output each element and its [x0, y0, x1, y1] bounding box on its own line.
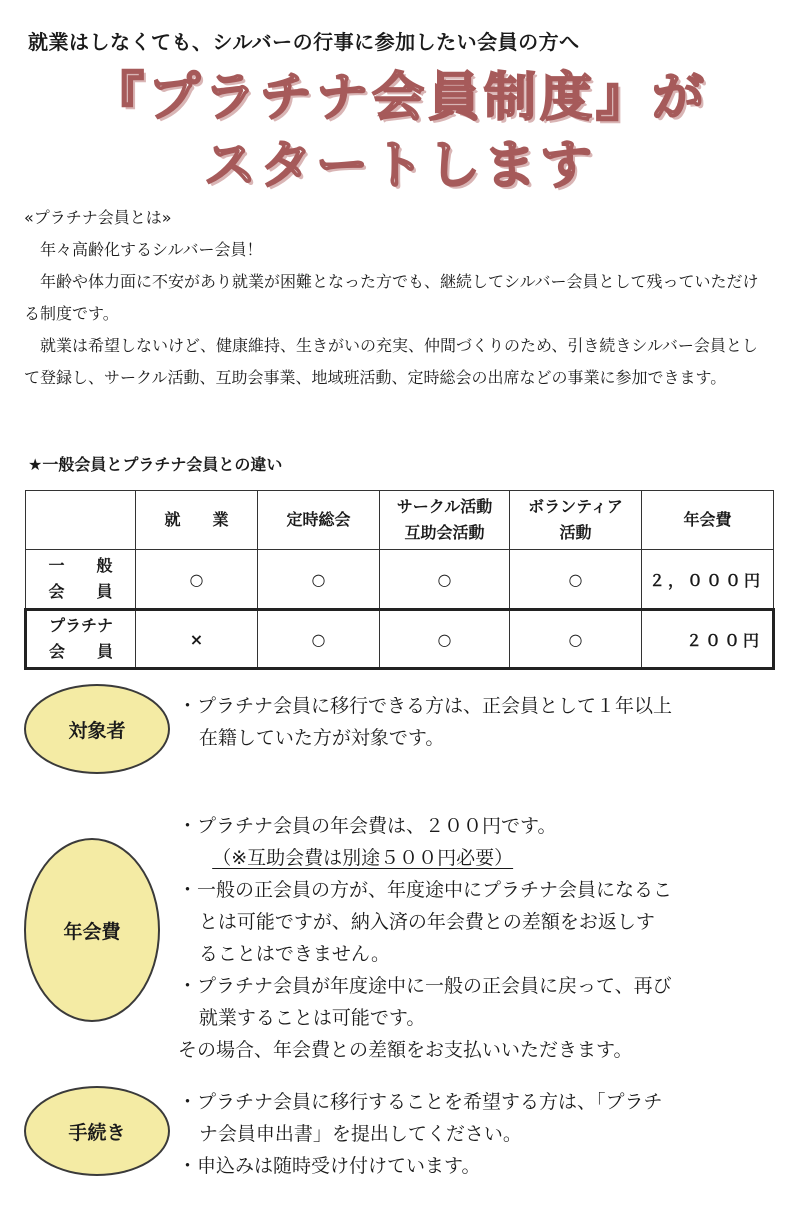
cell-meeting: ○	[258, 550, 380, 610]
header-volunteer: ボランティア 活動	[510, 491, 642, 550]
comparison-title: ★一般会員とプラチナ会員との違い	[28, 455, 283, 474]
cell-fee: ２，０００円	[642, 550, 774, 610]
procedure-line: ナ会員申出書」を提出してください。	[198, 1123, 522, 1145]
fee-line: ることはできません。	[198, 943, 391, 965]
cell-work: ○	[136, 550, 258, 610]
header-work: 就 業	[136, 491, 258, 550]
header-fee: 年会費	[642, 491, 774, 550]
header-circle: サークル活動 互助会活動	[380, 491, 510, 550]
fee-line: ・一般の正会員の方が、年度途中にプラチナ会員になるこ	[178, 879, 673, 901]
cell-volunteer: ○	[510, 610, 642, 669]
procedure-line: ・申込みは随時受け付けています。	[178, 1155, 481, 1177]
fee-line: その場合、年会費との差額をお支払いいただきます。	[178, 1039, 633, 1061]
procedure-section	[178, 1086, 778, 1182]
table-header-row	[26, 491, 774, 550]
fee-note: （※互助会費は別途５００円必要）	[212, 847, 514, 869]
subtitle: 就業はしなくても、シルバーの行事に参加したい会員の方へ	[28, 30, 580, 54]
comparison-table	[24, 490, 775, 670]
target-line: ・プラチナ会員に移行できる方は、正会員として１年以上	[178, 695, 673, 717]
target-line: 在籍していた方が対象です。	[198, 727, 445, 749]
row-label: プラチナ 会 員	[26, 610, 136, 669]
procedure-line: ・プラチナ会員に移行することを希望する方は、「プラチ	[178, 1091, 663, 1113]
intro-paragraph-1: 年々高齢化するシルバー会員！	[40, 240, 263, 259]
intro-section	[24, 202, 764, 394]
intro-heading: «プラチナ会員とは»	[24, 208, 172, 227]
row-label: 一 般 会 員	[26, 550, 136, 610]
fee-line: ・プラチナ会員の年会費は、２００円です。	[178, 815, 557, 837]
cell-circle: ○	[380, 610, 510, 669]
cell-fee: ２００円	[642, 610, 774, 669]
fee-line: 就業することは可能です。	[198, 1007, 426, 1029]
intro-paragraph-3: 就業は希望しないけど、健康維持、生きがいの充実、仲間づくりのため、引き続きシルバー会員として登録し、サークル活動、互助会事業、地域班活動、定時総会の出席などの事業に参加できます。	[24, 336, 758, 387]
cell-work: ×	[136, 610, 258, 669]
fee-oval-label: 年会費	[24, 838, 160, 1022]
header-empty	[26, 491, 136, 550]
header-meeting: 定時総会	[258, 491, 380, 550]
target-oval-label: 対象者	[24, 684, 170, 774]
target-section	[178, 690, 778, 754]
intro-paragraph-2: 年齢や体力面に不安があり就業が困難となった方でも、継続してシルバー会員として残っていただける制度です。	[24, 272, 759, 323]
cell-volunteer: ○	[510, 550, 642, 610]
table-row	[26, 550, 774, 610]
fee-line: ・プラチナ会員が年度途中に一般の正会員に戻って、再び	[178, 975, 672, 997]
fee-section	[178, 810, 778, 1066]
hero-title-line2: スタートします	[203, 136, 596, 196]
cell-circle: ○	[380, 550, 510, 610]
table-row	[26, 610, 774, 669]
hero-title-line1: 『プラチナ会員制度』が	[91, 68, 708, 128]
fee-line: とは可能ですが、納入済の年会費との差額をお返しす	[198, 911, 655, 933]
cell-meeting: ○	[258, 610, 380, 669]
procedure-oval-label: 手続き	[24, 1086, 170, 1176]
